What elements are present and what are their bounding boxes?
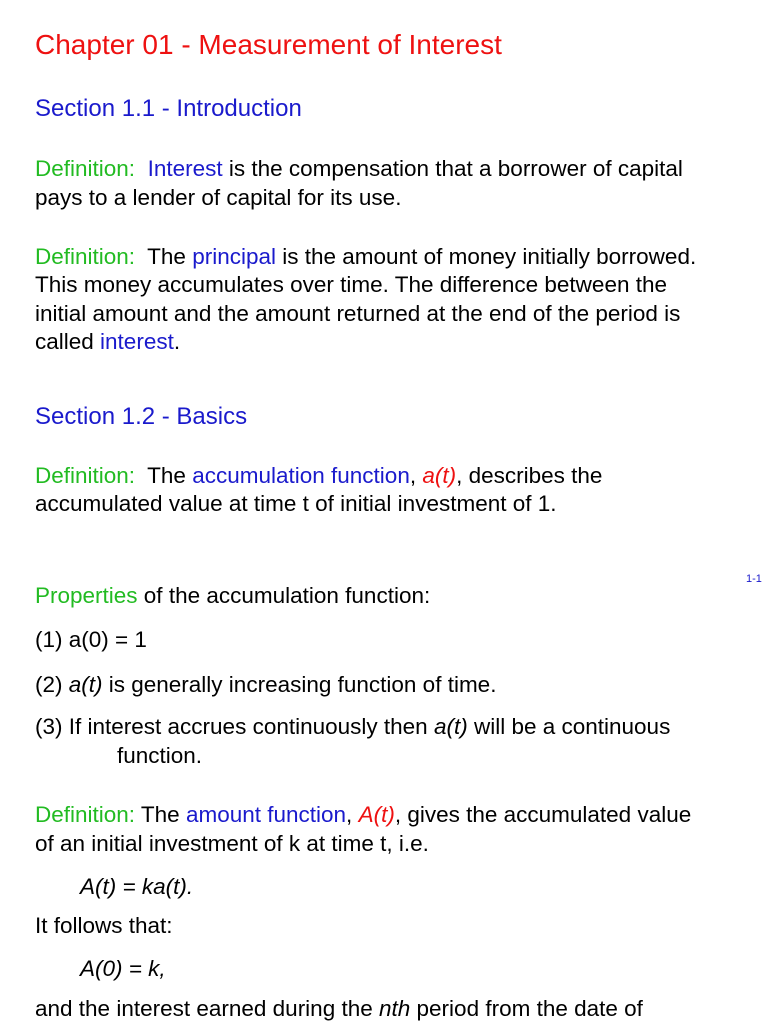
term-amount-function: amount function: [185, 802, 347, 827]
definition-label: Definition:: [35, 156, 136, 181]
equation-amount: A(t) = ka(t).: [80, 874, 194, 899]
definition-label: Definition:: [35, 802, 136, 827]
body-text: period from the date of: [410, 996, 643, 1021]
chapter-title: Chapter 01 - Measurement of Interest: [35, 29, 502, 60]
definition-text: is the amount of money initially borrowed.: [276, 244, 697, 269]
property-text: (3) If interest accrues continuously then: [35, 714, 434, 739]
property-1: (1) a(0) = 1: [35, 627, 147, 652]
term-interest: Interest: [147, 156, 223, 181]
section-heading-basics: Section 1.2 - Basics: [35, 403, 248, 430]
definition-principal-line-4: [35, 327, 180, 356]
definition-text: ,: [346, 802, 359, 827]
definition-label: Definition:: [35, 463, 136, 488]
math-a-of-t: a(t): [433, 714, 468, 739]
math-A-of-t: A(t): [358, 802, 395, 827]
definition-text: .: [173, 329, 181, 354]
interest-earned-line: [35, 994, 643, 1023]
definition-text: , gives the accumulated value: [394, 802, 692, 827]
definition-interest-line-1: [35, 154, 683, 183]
definition-text: ,: [409, 463, 423, 488]
property-3-line-1: [35, 712, 670, 741]
definition-principal-line-1: [35, 242, 696, 271]
body-text: and the interest earned during the: [35, 996, 379, 1021]
definition-amount-line-1: [35, 800, 691, 829]
definition-amount-line-2: of an initial investment of k at time t, i.e.: [35, 831, 429, 856]
properties-text: of the accumulation function:: [137, 583, 431, 608]
properties-label: Properties: [35, 583, 138, 608]
equation-initial: A(0) = k,: [80, 956, 166, 981]
property-2: [35, 670, 496, 699]
math-a-of-t: a(t): [422, 463, 457, 488]
definition-text: is the compensation that a borrower of capital: [222, 156, 683, 181]
definition-text: , describes the: [456, 463, 603, 488]
property-text: will be a continuous: [467, 714, 671, 739]
definition-interest-line-2: pays to a lender of capital for its use.: [35, 185, 402, 210]
term-principal: principal: [192, 244, 276, 269]
nth-text: nth: [379, 996, 411, 1021]
properties-heading: [35, 581, 430, 610]
property-3-line-2: function.: [117, 743, 203, 768]
definition-accumulation-line-2: accumulated value at time t of initial investment of 1.: [35, 491, 557, 516]
property-text: (2): [35, 672, 69, 697]
property-text: is generally increasing function of time.: [102, 672, 497, 697]
page-number: 1-1: [746, 573, 762, 585]
definition-text: called: [35, 329, 101, 354]
definition-principal-line-3: initial amount and the amount returned at the end of the period is: [35, 301, 681, 326]
definition-accumulation-line-1: [35, 461, 602, 490]
definition-text: The: [147, 463, 193, 488]
definition-text: The: [135, 802, 186, 827]
section-heading-intro: Section 1.1 - Introduction: [35, 95, 302, 122]
term-accumulation-function: accumulation function: [192, 463, 410, 488]
follows-text: It follows that:: [35, 913, 173, 938]
term-interest: interest: [100, 329, 174, 354]
definition-label: Definition:: [35, 244, 136, 269]
definition-principal-line-2: This money accumulates over time. The difference between the: [35, 272, 667, 297]
math-a-of-t: a(t): [68, 672, 103, 697]
definition-text: The: [147, 244, 193, 269]
